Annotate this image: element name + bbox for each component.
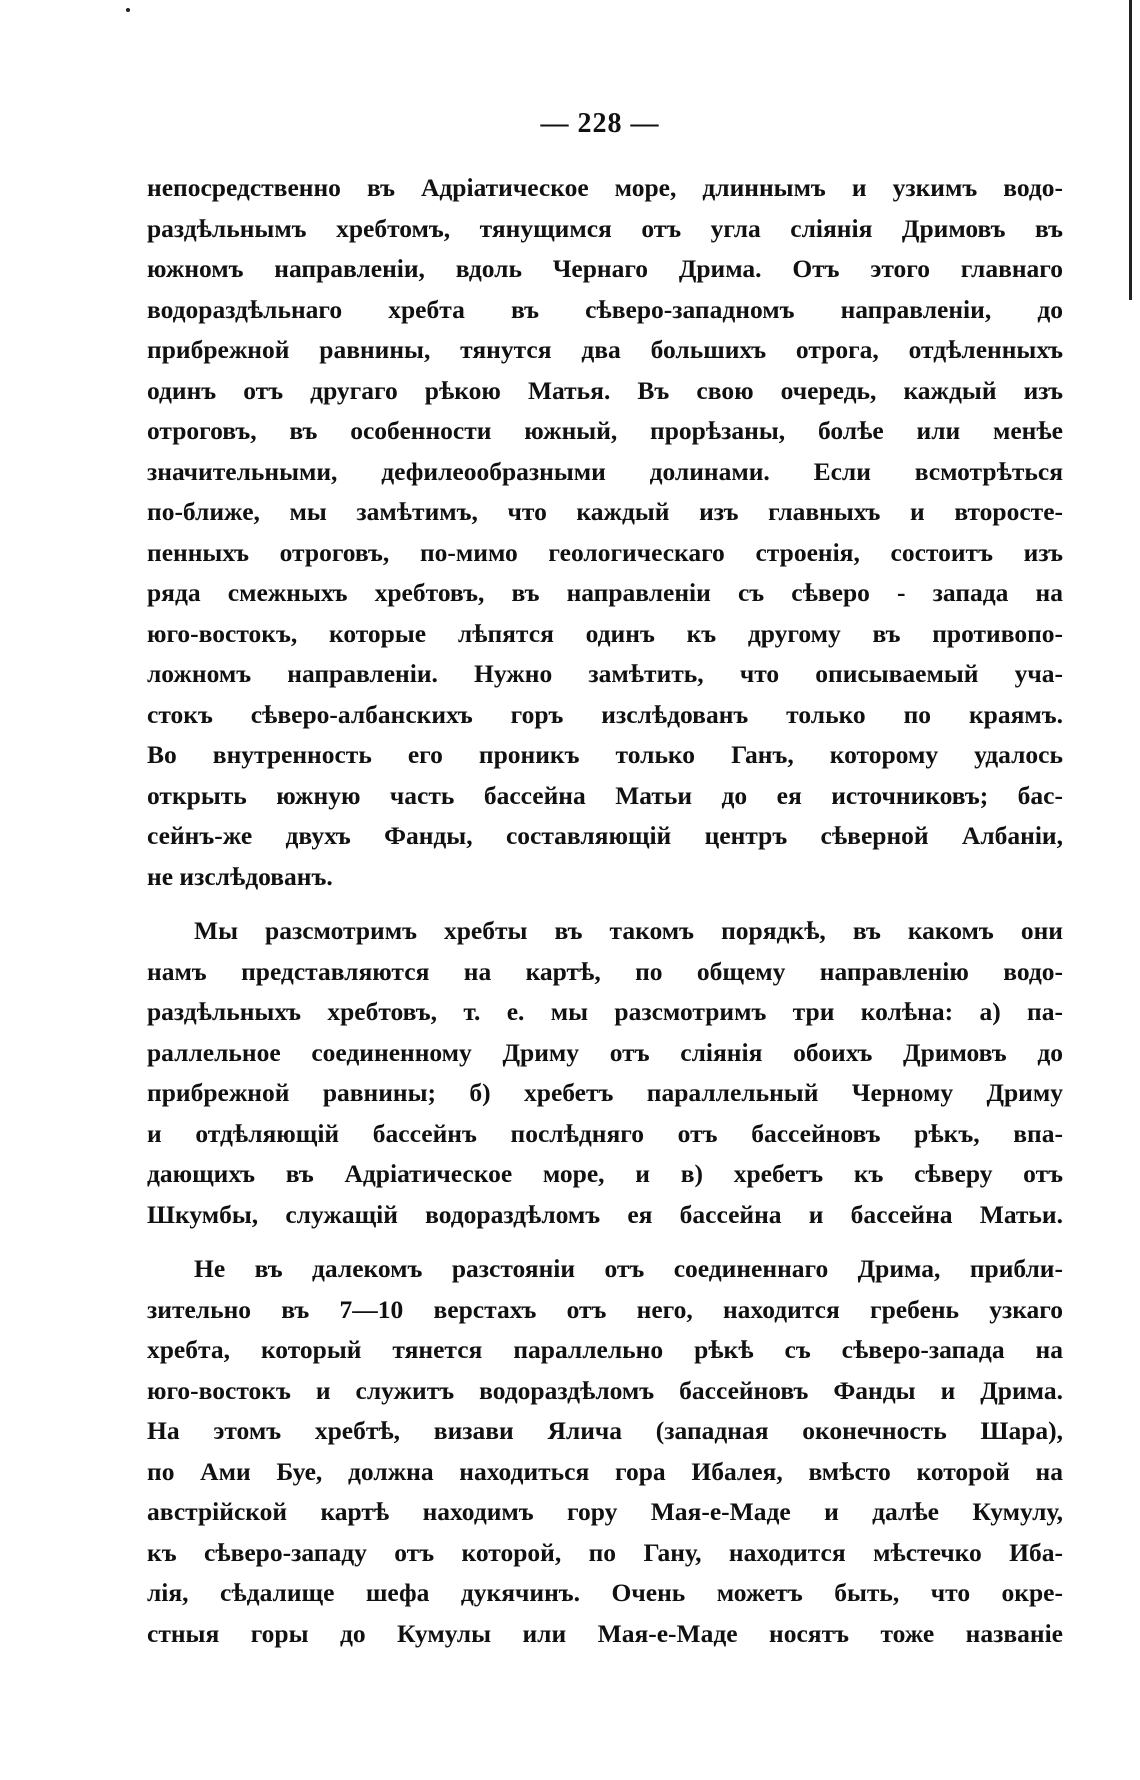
text-line: прибрежной равнины, тянутся два большихъ отрога, отдѣленныхъ [147, 335, 1063, 364]
page-number: — 228 — [540, 108, 660, 139]
text-line: водораздѣльнаго хребта въ сѣверо-западномъ направленіи, до [147, 294, 1063, 324]
text-line: На этомъ хребтѣ, визави Ялича (западная оконечность Шара), [147, 1416, 1063, 1445]
paragraph-gap [147, 1235, 1063, 1249]
text-line: Не въ далекомъ разстояніи отъ соединеннаго Дрима, прибли- [194, 1254, 1063, 1283]
text-line: открыть южную часть бассейна Матьи до ея источниковъ; бас- [147, 780, 1063, 810]
text-line: стокъ сѣверо-албанскихъ горъ изслѣдованъ только по краямъ. [147, 699, 1063, 729]
text-line: сейнъ-же двухъ Фанды, составляющій центръ сѣверной Албаніи, [147, 821, 1063, 850]
text-line: хребта, который тянется параллельно рѣкѣ съ сѣверо-запада на [147, 1335, 1063, 1364]
text-line: къ сѣверо-западу отъ которой, по Гану, находится мѣстечко Иба- [147, 1537, 1063, 1567]
text-line: южномъ направленіи, вдоль Чернаго Дрима. Отъ этого главнаго [147, 254, 1063, 283]
text-line: отроговъ, въ особенности южный, прорѣзаны, болѣе или менѣе [147, 416, 1063, 445]
text-line: Во внутренность его проникъ только Ганъ, которому удалось [147, 740, 1063, 769]
text-line: намъ представляются на картѣ, по общему направленію водо- [147, 956, 1063, 986]
text-line: юго-востокъ, которые лѣпятся одинъ къ другому въ противопо- [147, 618, 1063, 648]
page-edge-line [1129, 0, 1132, 300]
text-line: ряда смежныхъ хребтовъ, въ направленіи съ сѣверо - запада на [147, 578, 1063, 607]
text-line: раллельное соединенному Дриму отъ сліянія обоихъ Дримовъ до [147, 1037, 1063, 1067]
text-line: не изслѣдованъ. [147, 861, 333, 891]
text-line: Мы разсмотримъ хребты въ такомъ порядкѣ, въ какомъ они [194, 916, 1063, 945]
text-line: зительно въ 7—10 верстахъ отъ него, находится гребень узкаго [147, 1294, 1063, 1324]
text-line: юго-востокъ и служитъ водораздѣломъ бассейновъ Фанды и Дрима. [147, 1375, 1063, 1405]
text-line: по Ами Буе, должна находиться гора Ибалея, вмѣсто которой на [147, 1456, 1063, 1486]
text-line: прибрежной равнины; б) хребетъ параллельный Черному Дриму [147, 1078, 1063, 1107]
text-line: значительными, дефилеообразными долинами. Если всмотрѣться [147, 456, 1063, 486]
text-line: дающихъ въ Адріатическое море, и в) хребетъ къ сѣверу отъ [147, 1159, 1063, 1188]
text-line: раздѣльнымъ хребтомъ, тянущимся отъ угла сліянія Дримовъ въ [147, 213, 1063, 243]
text-line: австрійской картѣ находимъ гору Мая-е-Маде и далѣе Кумулу, [147, 1497, 1063, 1526]
text-line: непосредственно въ Адріатическое море, длиннымъ и узкимъ водо- [147, 173, 1063, 202]
text-line: лія, сѣдалище шефа дукячинъ. Очень можетъ быть, что окре- [147, 1578, 1063, 1607]
text-line: по-ближе, мы замѣтимъ, что каждый изъ главныхъ и второсте- [147, 497, 1063, 526]
text-line: стныя горы до Кумулы или Мая-е-Маде носятъ тоже названіе [147, 1618, 1063, 1648]
text-line: пенныхъ отроговъ, по-мимо геологическаго строенія, состоитъ изъ [147, 537, 1063, 567]
scan-speck [126, 8, 130, 12]
text-line: ложномъ направленіи. Нужно замѣтить, что описываемый уча- [147, 659, 1063, 688]
text-line: и отдѣляющій бассейнъ послѣдняго отъ бассейновъ рѣкъ, впа- [147, 1118, 1063, 1148]
text-line: Шкумбы, служащій водораздѣломъ ея бассейна и бассейна Матьи. [147, 1199, 1063, 1229]
text-line: раздѣльныхъ хребтовъ, т. е. мы разсмотримъ три колѣна: а) па- [147, 997, 1063, 1026]
body-text [147, 168, 1063, 1654]
paragraph-gap [147, 897, 1063, 911]
text-line: одинъ отъ другаго рѣкою Матья. Въ свою очередь, каждый изъ [147, 375, 1063, 405]
